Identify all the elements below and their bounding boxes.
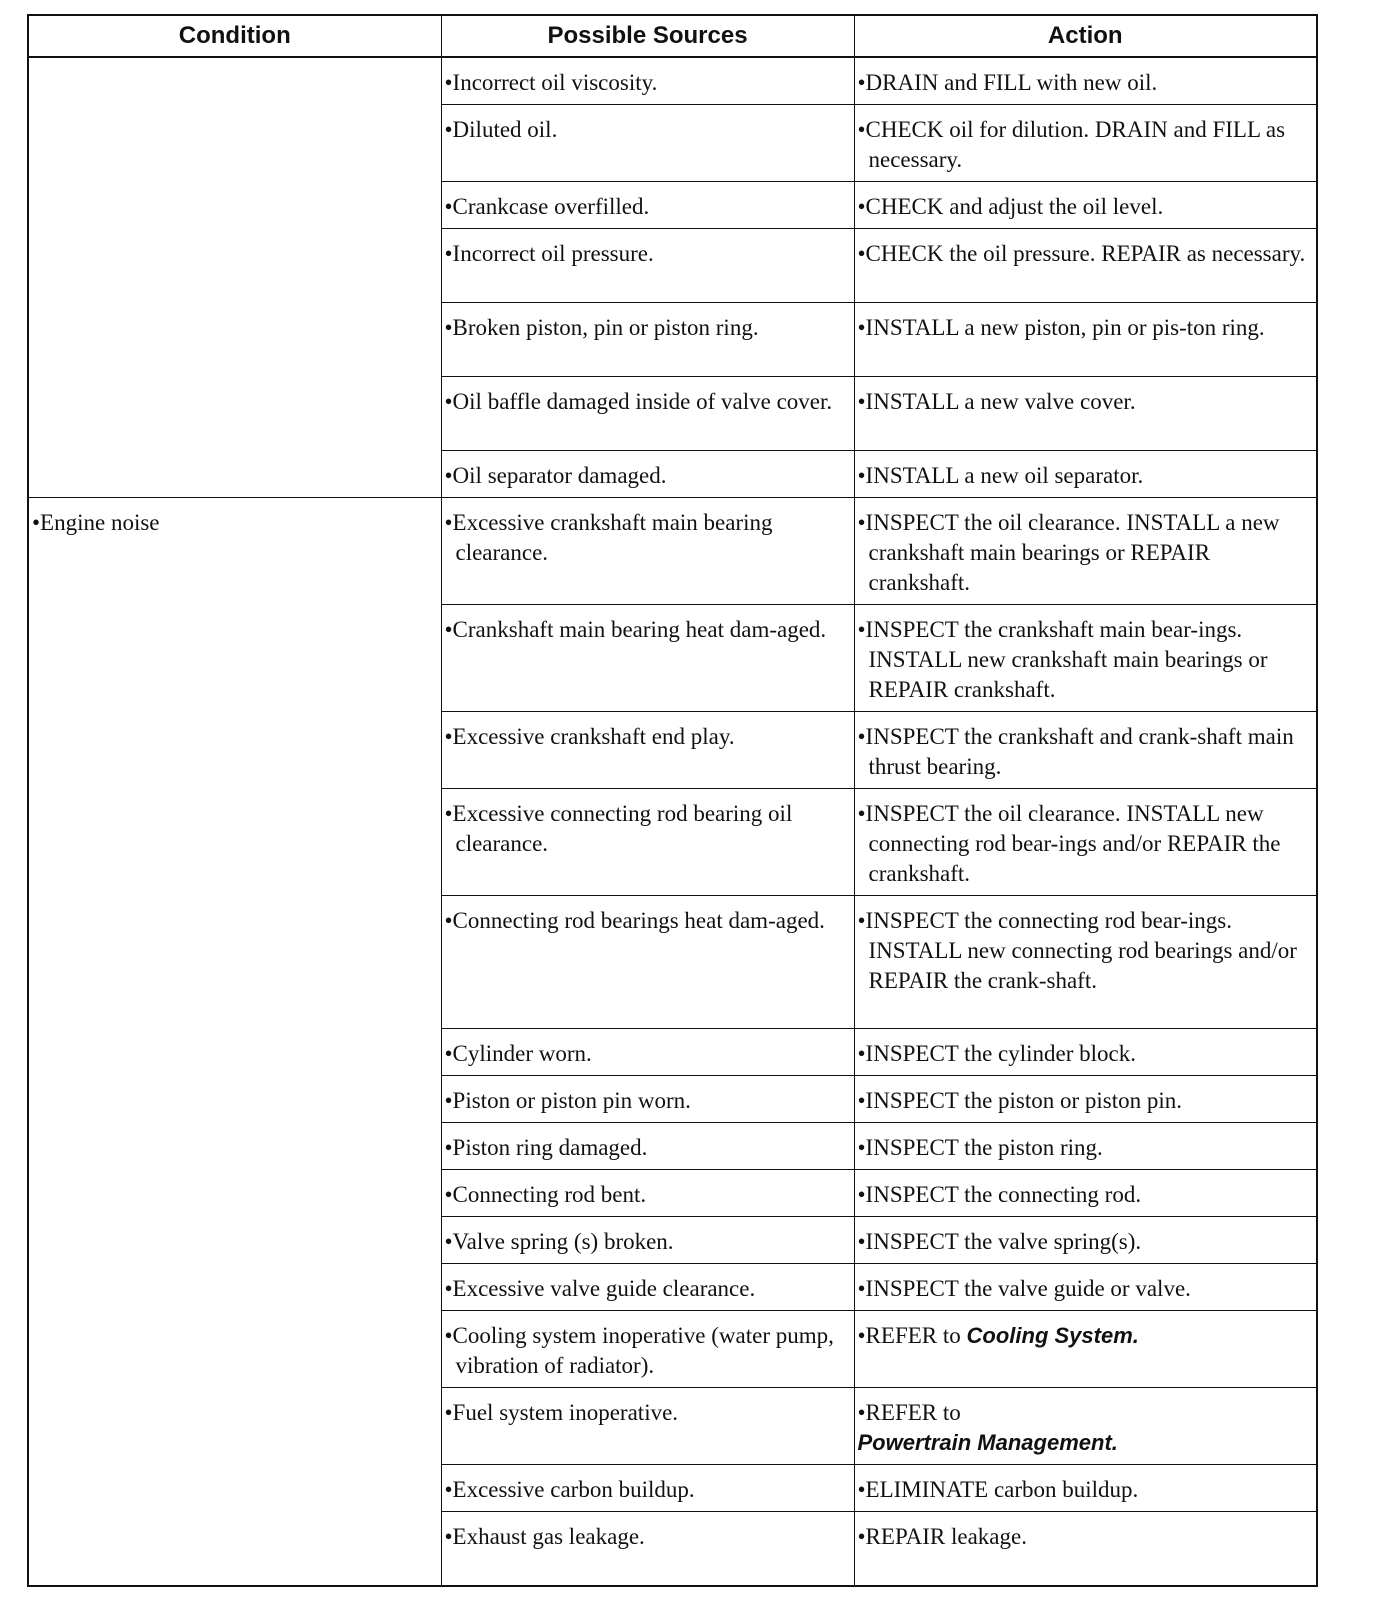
powertrain-management-reference: Powertrain Management. <box>857 1430 1118 1455</box>
action-cell: •INSPECT the cylinder block. <box>854 1029 1317 1076</box>
source-cell: •Excessive crankshaft end play. <box>441 712 854 789</box>
refer-prefix: •REFER to <box>857 1323 961 1348</box>
condition-cell: •Engine noise <box>28 498 441 1586</box>
action-cell: •INSTALL a new oil separator. <box>854 451 1317 498</box>
source-cell: •Excessive valve guide clearance. <box>441 1264 854 1311</box>
action-cell: •INSPECT the piston ring. <box>854 1123 1317 1170</box>
action-cell: •CHECK the oil pressure. REPAIR as necessary. <box>854 229 1317 303</box>
action-cell <box>854 1311 1317 1388</box>
action-cell: •INSPECT the connecting rod bear-ings. INSTALL new connecting rod bearings and/or REPAIR the crank-shaft. <box>854 896 1317 1029</box>
source-cell: •Incorrect oil pressure. <box>441 229 854 303</box>
source-cell: •Excessive connecting rod bearing oil clearance. <box>441 789 854 896</box>
action-cell: •CHECK and adjust the oil level. <box>854 182 1317 229</box>
action-cell: •INSPECT the oil clearance. INSTALL a new crankshaft main bearings or REPAIR crankshaft. <box>854 498 1317 605</box>
source-cell: •Piston or piston pin worn. <box>441 1076 854 1123</box>
action-cell: •INSPECT the valve guide or valve. <box>854 1264 1317 1311</box>
source-cell: •Cylinder worn. <box>441 1029 854 1076</box>
refer-prefix: •REFER to <box>857 1400 961 1425</box>
source-cell: •Fuel system inoperative. <box>441 1388 854 1465</box>
source-cell: •Diluted oil. <box>441 105 854 182</box>
source-cell: •Connecting rod bearings heat dam-aged. <box>441 896 854 1029</box>
source-cell: •Broken piston, pin or piston ring. <box>441 303 854 377</box>
column-header-condition: Condition <box>28 15 441 57</box>
column-header-action: Action <box>854 15 1317 57</box>
source-cell: •Crankshaft main bearing heat dam-aged. <box>441 605 854 712</box>
action-cell: •INSPECT the piston or piston pin. <box>854 1076 1317 1123</box>
action-cell: •INSTALL a new piston, pin or pis-ton ring. <box>854 303 1317 377</box>
column-header-possible-sources: Possible Sources <box>441 15 854 57</box>
action-cell: •ELIMINATE carbon buildup. <box>854 1465 1317 1512</box>
table-row <box>28 498 1317 605</box>
action-cell <box>854 1388 1317 1465</box>
source-cell: •Cooling system inoperative (water pump, vibration of radiator). <box>441 1311 854 1388</box>
source-cell: •Crankcase overfilled. <box>441 182 854 229</box>
source-cell: •Incorrect oil viscosity. <box>441 57 854 105</box>
action-cell: •CHECK oil for dilution. DRAIN and FILL as necessary. <box>854 105 1317 182</box>
source-cell: •Excessive carbon buildup. <box>441 1465 854 1512</box>
action-cell: •REPAIR leakage. <box>854 1512 1317 1586</box>
action-cell: •INSPECT the valve spring(s). <box>854 1217 1317 1264</box>
diagnosis-table <box>27 14 1318 1587</box>
action-cell: •INSPECT the crankshaft main bear-ings. INSTALL new crankshaft main bearings or REPAIR crankshaft. <box>854 605 1317 712</box>
condition-cell <box>28 57 441 498</box>
source-cell: •Exhaust gas leakage. <box>441 1512 854 1586</box>
source-cell: •Valve spring (s) broken. <box>441 1217 854 1264</box>
cooling-system-reference: Cooling System. <box>966 1323 1139 1348</box>
source-cell: •Connecting rod bent. <box>441 1170 854 1217</box>
action-cell: •DRAIN and FILL with new oil. <box>854 57 1317 105</box>
table-header-row <box>28 15 1317 57</box>
table-row <box>28 57 1317 105</box>
source-cell: •Piston ring damaged. <box>441 1123 854 1170</box>
action-cell: •INSPECT the oil clearance. INSTALL new connecting rod bear-ings and/or REPAIR the crankshaft. <box>854 789 1317 896</box>
action-cell: •INSTALL a new valve cover. <box>854 377 1317 451</box>
action-cell: •INSPECT the crankshaft and crank-shaft main thrust bearing. <box>854 712 1317 789</box>
source-cell: •Oil baffle damaged inside of valve cover. <box>441 377 854 451</box>
source-cell: •Oil separator damaged. <box>441 451 854 498</box>
source-cell: •Excessive crankshaft main bearing clearance. <box>441 498 854 605</box>
action-cell: •INSPECT the connecting rod. <box>854 1170 1317 1217</box>
